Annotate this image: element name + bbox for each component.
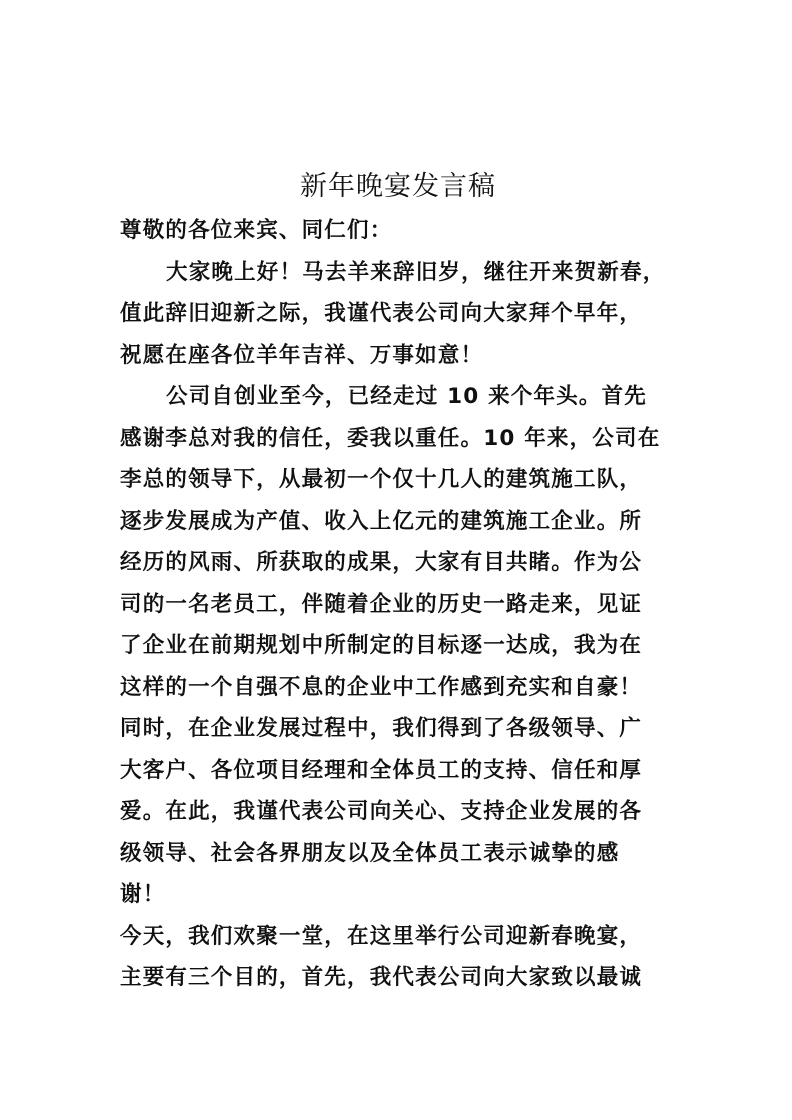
body-line: 感谢李总对我的信任，委我以重任。10 年来，公司在 — [120, 425, 661, 451]
document-page — [120, 168, 676, 999]
document-title: 新年晚宴发言稿 — [300, 171, 496, 202]
body-line: 大家晚上好！马去羊来辞旧岁，继往开来贺新春， — [166, 259, 666, 285]
body-line: 谢！ — [120, 882, 166, 907]
body-line: 公司自创业至今，已经走过 10 来个年头。首先 — [166, 384, 647, 409]
body-line: 主要有三个目的，首先，我代表公司向大家致以最诚 — [120, 965, 643, 990]
body-line: 逐步发展成为产值、收入上亿元的建筑施工企业。所 — [120, 508, 643, 534]
body-line: 了企业在前期规划中所制定的目标逐一达成，我为在 — [120, 633, 643, 658]
body-line: 经历的风雨、所获取的成果，大家有目共睹。作为公 — [120, 550, 643, 575]
body-line: 今天，我们欢聚一堂，在这里举行公司迎新春晚宴， — [120, 923, 643, 949]
body-line: 司的一名老员工，伴随着企业的历史一路走来，见证 — [120, 591, 643, 617]
body-line: 同时，在企业发展过程中，我们得到了各级领导、广 — [120, 716, 643, 741]
body-line: 李总的领导下，从最初一个仅十几人的建筑施工队， — [120, 467, 643, 492]
document-body — [120, 252, 676, 999]
body-line: 值此辞旧迎新之际，我谨代表公司向大家拜个早年， — [120, 301, 643, 326]
body-line: 大客户、各位项目经理和全体员工的支持、信任和厚 — [120, 757, 643, 783]
body-line: 祝愿在座各位羊年吉祥、万事如意！ — [120, 342, 484, 368]
body-line: 爱。在此，我谨代表公司向关心、支持企业发展的各 — [120, 799, 643, 824]
body-line: 这样的一个自强不息的企业中工作感到充实和自豪！ — [120, 674, 643, 700]
body-line: 级领导、社会各界朋友以及全体员工表示诚挚的感 — [120, 840, 620, 866]
salutation: 尊敬的各位来宾、同仁们： — [120, 218, 393, 243]
